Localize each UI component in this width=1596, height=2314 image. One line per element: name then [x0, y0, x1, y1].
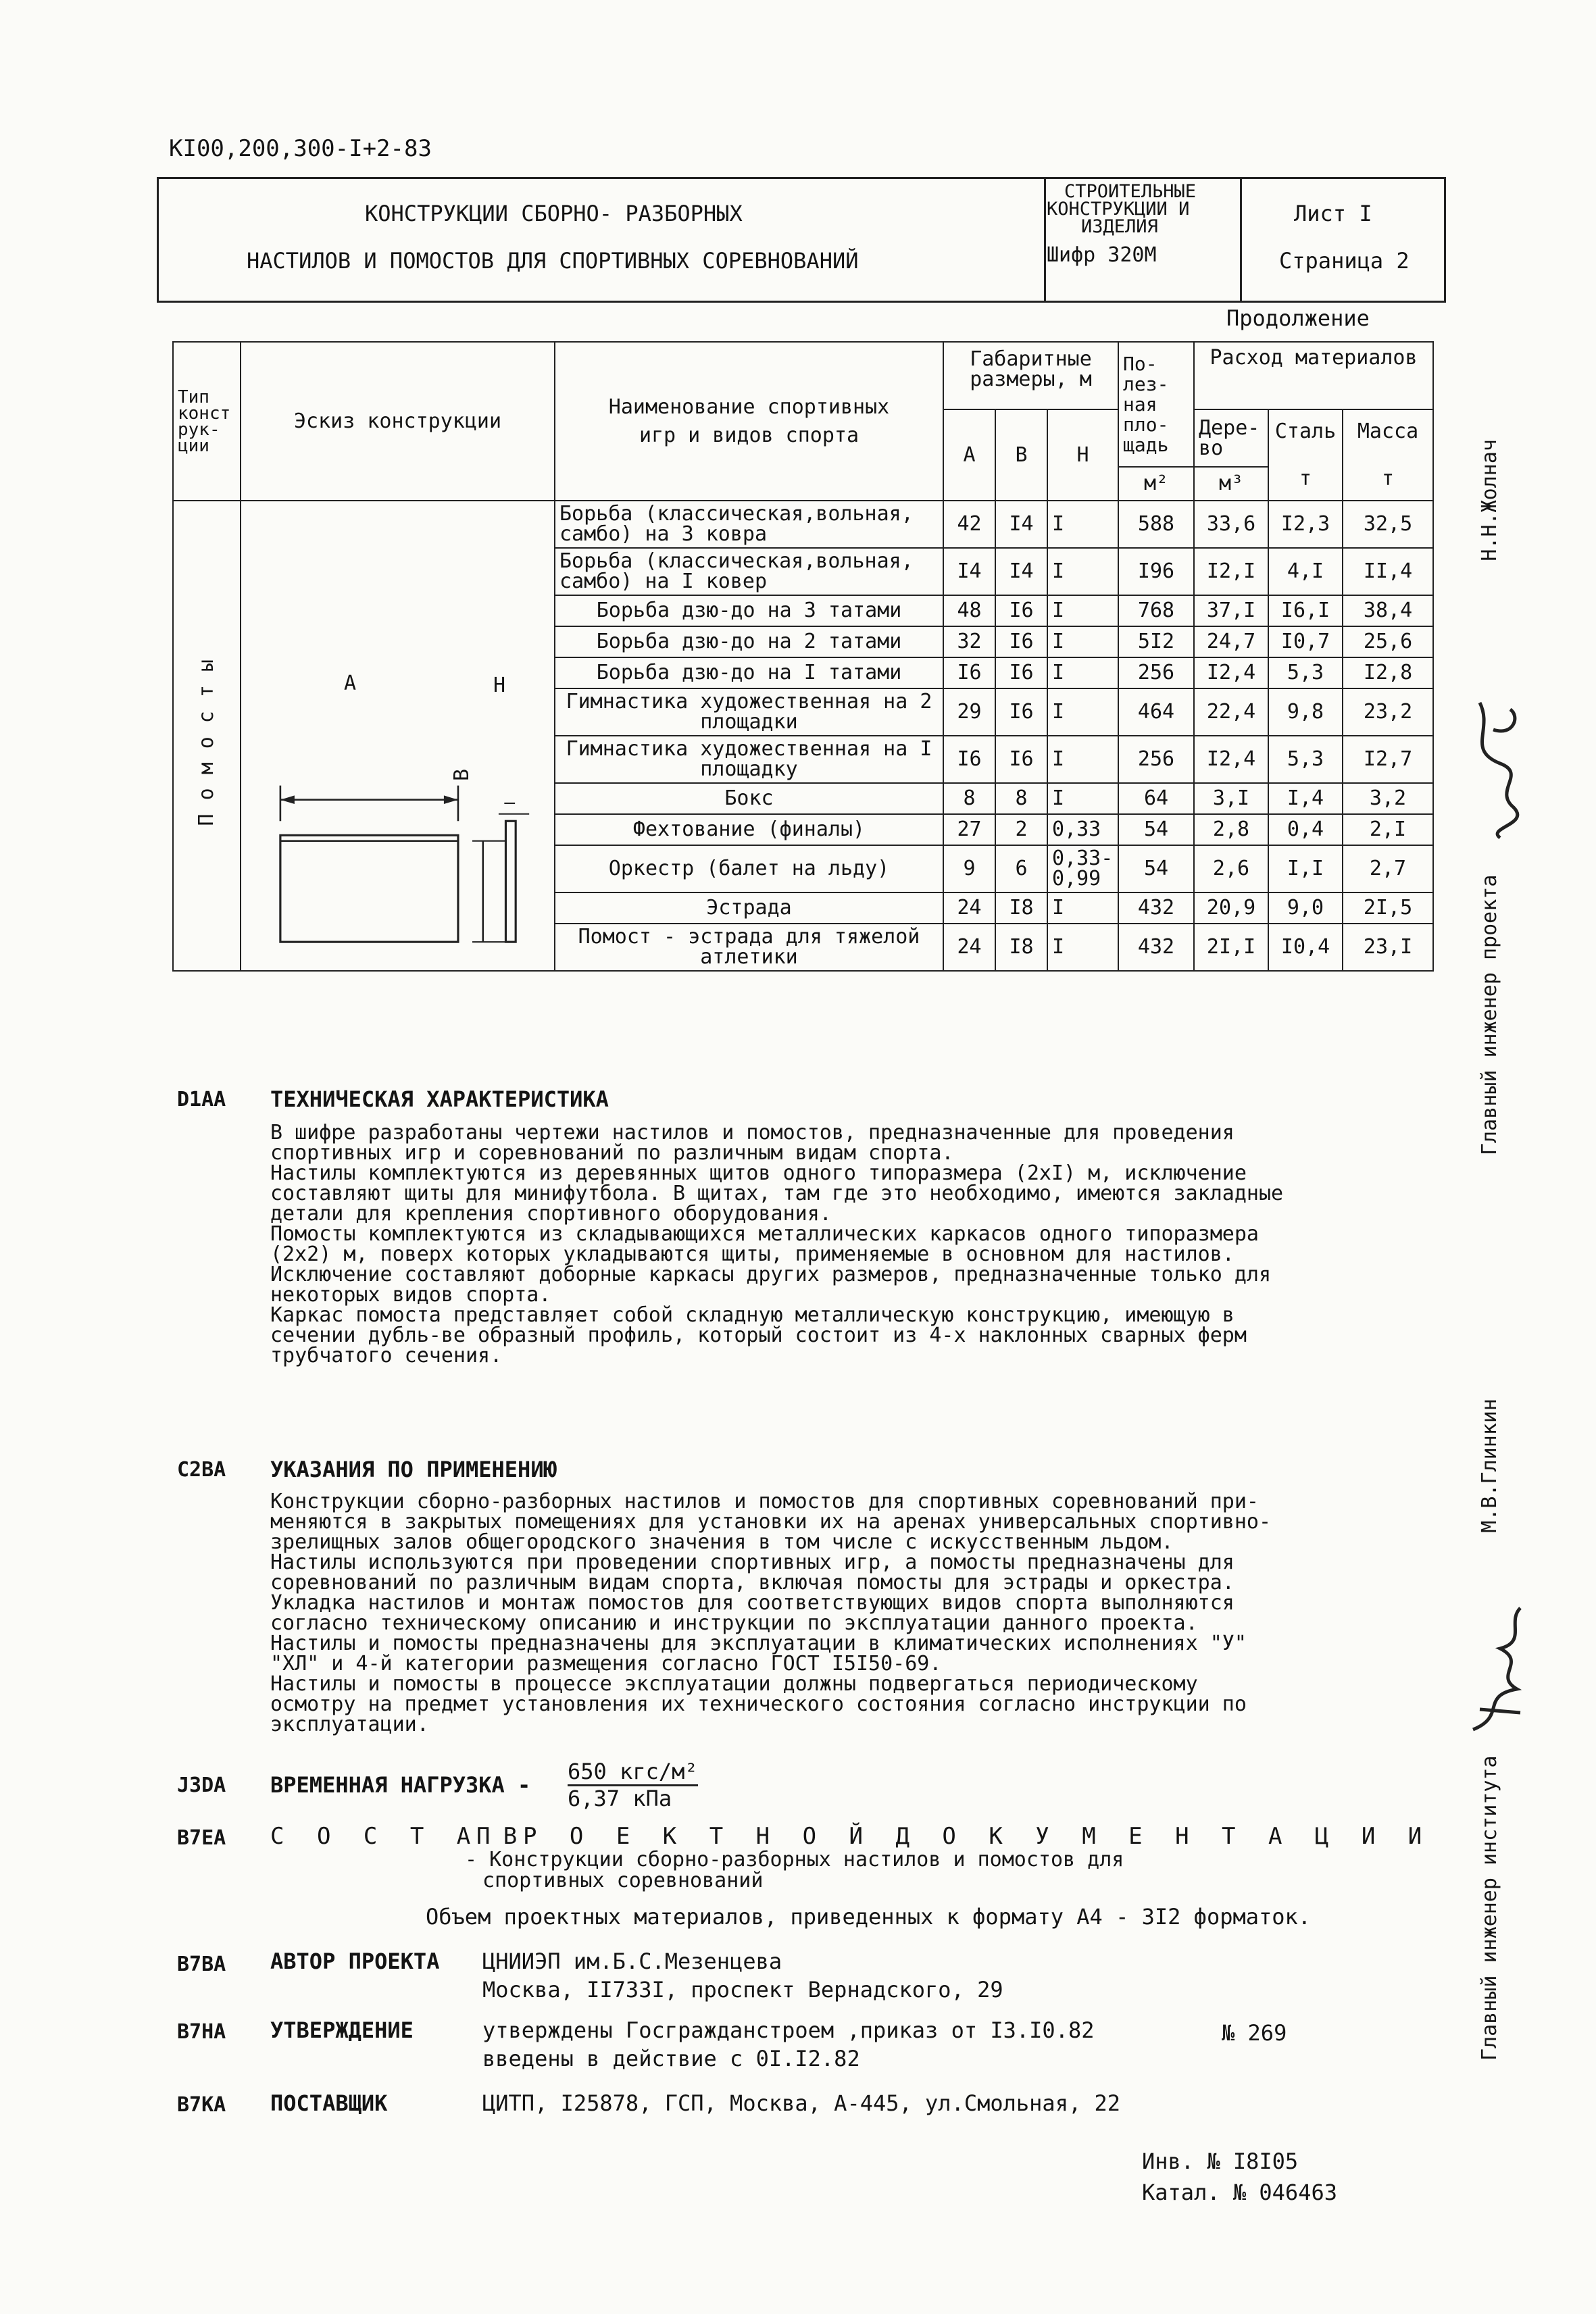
cell-b: 2	[995, 814, 1047, 845]
supplier-code: B7KA	[177, 2093, 226, 2117]
category-line-2: КОНСТРУКЦИИ И	[1047, 199, 1190, 220]
col-area-header: По- лез- ная пло- щадь	[1118, 342, 1194, 467]
chief-engineer-project-name: Н.Н.Жолнач	[1478, 439, 1501, 561]
cell-a: 27	[943, 814, 995, 845]
cell-steel: I,I	[1268, 845, 1343, 892]
cell-area: 54	[1118, 845, 1194, 892]
cell-steel: I0,4	[1268, 924, 1343, 971]
col-mass-label: Масса	[1357, 419, 1419, 443]
title-cell	[159, 179, 1046, 301]
cell-mass: 38,4	[1343, 595, 1433, 626]
author-code: B7BA	[177, 1953, 226, 1976]
cell-b: I4	[995, 548, 1047, 595]
cell-steel: 0,4	[1268, 814, 1343, 845]
chief-engineer-project-label: Главный инженер проекта	[1478, 874, 1501, 1155]
col-b-header: В	[995, 409, 1047, 501]
cell-a: 24	[943, 924, 995, 971]
cell-steel: 5,3	[1268, 657, 1343, 688]
tech-text: В шифре разработаны чертежи настилов и помостов, предназначенные для проведения спортивных игр и соревнований по различным видам спорта. Настилы комплектуются из деревянных щитов одного типоразмера (2хI) м, исключение составляют щиты для минифутбола. В щитах, там где это необходимо, имеются закладные детали для крепления спортивного оборудования. Помосты комплектуются из складывающихся металлических каркасов одного типоразмера (2х2) м, поверх которых укладываются щиты, применяемые в основном для настилов. Исключение составляют доборные каркасы других размеров, предназначенные только для некоторых видов спорта. Каркас помоста представляет собой складную металлическую конструкцию, имеющую в сечении дубль-ве образный профиль, который состоит из 4-х наклонных сварных ферм трубчатого сечения.	[270, 1121, 1284, 1367]
cell-b: I6	[995, 736, 1047, 783]
sport-name-cell: Эстрада	[555, 892, 943, 924]
cell-h: I	[1047, 688, 1118, 736]
cell-area: I96	[1118, 548, 1194, 595]
title-block	[157, 177, 1446, 303]
cell-a: 9	[943, 845, 995, 892]
cell-steel: 9,8	[1268, 688, 1343, 736]
sketch-cell	[241, 501, 555, 971]
cell-wood: 2,8	[1194, 814, 1268, 845]
load-value-2: 6,37 кПа	[568, 1786, 672, 1811]
cell-h: I	[1047, 548, 1118, 595]
cell-b: 6	[995, 845, 1047, 892]
cell-wood: 2I,I	[1194, 924, 1268, 971]
category-line-1: СТРОИТЕЛЬНЫЕ	[1064, 181, 1197, 202]
sport-name-cell: Фехтование (финалы)	[555, 814, 943, 845]
chief-engineer-institute-name: М.В.Глинкин	[1478, 1399, 1501, 1533]
sport-name-cell: Борьба дзю-до на I татами	[555, 657, 943, 688]
cell-h: I	[1047, 924, 1118, 971]
cell-area: 54	[1118, 814, 1194, 845]
cell-a: I4	[943, 548, 995, 595]
col-wood-header: Дере- во	[1194, 409, 1268, 467]
sport-name-cell: Борьба (классическая,вольная, самбо) на I ковер	[555, 548, 943, 595]
load-value-1: 650 кгс/м²	[568, 1759, 698, 1786]
platform-sketch	[241, 501, 554, 970]
col-steel-header	[1268, 409, 1343, 501]
col-a-header: А	[943, 409, 995, 501]
cell-wood: 3,I	[1194, 783, 1268, 814]
author-title: АВТОР ПРОЕКТА	[270, 1948, 440, 1974]
usage-title: УКАЗАНИЯ ПО ПРИМЕНЕНИЮ	[270, 1457, 557, 1482]
cell-area: 5I2	[1118, 626, 1194, 657]
col-mass-header	[1343, 409, 1433, 501]
cell-steel: I2,3	[1268, 501, 1343, 548]
cell-wood: I2,4	[1194, 657, 1268, 688]
type-label: Помосты	[195, 645, 218, 826]
cell-mass: I2,8	[1343, 657, 1433, 688]
cell-wood: I2,4	[1194, 736, 1268, 783]
cell-b: I6	[995, 595, 1047, 626]
signature-2	[1453, 1594, 1547, 1750]
composition-code: B7EA	[177, 1826, 226, 1850]
title-line-1: КОНСТРУКЦИИ СБОРНО- РАЗБОРНЫХ	[365, 201, 743, 226]
col-area-unit: м²	[1118, 467, 1194, 501]
cell-a: 29	[943, 688, 995, 736]
table-body	[173, 501, 1433, 971]
cell-steel: 9,0	[1268, 892, 1343, 924]
tech-title: ТЕХНИЧЕСКАЯ ХАРАКТЕРИСТИКА	[270, 1086, 609, 1112]
cell-a: I6	[943, 657, 995, 688]
col-sketch-header: Эскиз конструкции	[241, 342, 555, 501]
col-type-header: Тип конст рук- ции	[173, 342, 241, 501]
cell-area: 256	[1118, 736, 1194, 783]
cell-area: 588	[1118, 501, 1194, 548]
sport-name-cell: Борьба (классическая,вольная, самбо) на 3 ковра	[555, 501, 943, 548]
load-title: ВРЕМЕННАЯ НАГРУЗКА -	[270, 1772, 531, 1798]
cell-a: 32	[943, 626, 995, 657]
cell-mass: I2,7	[1343, 736, 1433, 783]
col-dims-header: Габаритные размеры, м	[943, 342, 1118, 409]
composition-title-b: П Р О Е К Т Н О Й Д О К У М Е Н Т А Ц И И	[476, 1823, 1432, 1850]
cell-h: I	[1047, 736, 1118, 783]
cell-steel: I,4	[1268, 783, 1343, 814]
composition-line-2: спортивных соревнований	[482, 1869, 764, 1892]
cell-mass: 2,I	[1343, 814, 1433, 845]
cell-wood: 2,6	[1194, 845, 1268, 892]
cell-a: 24	[943, 892, 995, 924]
col-name-line-1: Наименование спортивных	[608, 395, 890, 419]
composition-volume: Объем проектных материалов, приведенных к формату А4 - 3I2 форматок.	[426, 1904, 1312, 1930]
catalog-number: Катал. № 046463	[1142, 2180, 1337, 2205]
cell-steel: I0,7	[1268, 626, 1343, 657]
cell-a: I6	[943, 736, 995, 783]
cell-wood: 37,I	[1194, 595, 1268, 626]
usage-code: C2BA	[177, 1458, 226, 1482]
cell-area: 432	[1118, 924, 1194, 971]
chief-engineer-institute-label: Главный инженер института	[1478, 1755, 1501, 2061]
category-cell	[1044, 179, 1242, 301]
sport-name-cell: Гимнастика художественная на 2 площадки	[555, 688, 943, 736]
col-name-line-2: игр и видов спорта	[639, 423, 859, 447]
supplier-title: ПОСТАВЩИК	[270, 2090, 388, 2116]
approval-code: B7HA	[177, 2020, 226, 2044]
cell-area: 464	[1118, 688, 1194, 736]
composition-title-a: С О С Т А В	[270, 1823, 527, 1850]
cell-area: 432	[1118, 892, 1194, 924]
cell-area: 64	[1118, 783, 1194, 814]
cell-h: I	[1047, 626, 1118, 657]
cell-b: I8	[995, 924, 1047, 971]
col-mass-unit: т	[1381, 466, 1395, 491]
col-consumption-header: Расход материалов	[1194, 342, 1433, 409]
author-line-1: ЦНИИЭП им.Б.С.Мезенцева	[482, 1948, 782, 1974]
col-h-header: Н	[1047, 409, 1118, 501]
cell-a: 8	[943, 783, 995, 814]
sketch-label-h: Н	[493, 674, 506, 697]
cell-h: I	[1047, 657, 1118, 688]
cell-area: 256	[1118, 657, 1194, 688]
cell-mass: 2,7	[1343, 845, 1433, 892]
cell-wood: 20,9	[1194, 892, 1268, 924]
composition-line-1: - Конструкции сборно-разборных настилов и помостов для	[465, 1848, 1124, 1871]
cell-b: I8	[995, 892, 1047, 924]
cell-mass: 3,2	[1343, 783, 1433, 814]
sport-name-cell: Гимнастика художественная на I площадку	[555, 736, 943, 783]
cell-b: I6	[995, 626, 1047, 657]
tech-code: D1AA	[177, 1088, 226, 1111]
cell-steel: 4,I	[1268, 548, 1343, 595]
load-code: J3DA	[177, 1774, 226, 1797]
cell-mass: 25,6	[1343, 626, 1433, 657]
cell-a: 48	[943, 595, 995, 626]
sheet-number: Лист I	[1294, 201, 1372, 226]
cell-steel: I6,I	[1268, 595, 1343, 626]
sport-name-cell: Борьба дзю-до на 3 татами	[555, 595, 943, 626]
cell-b: I6	[995, 688, 1047, 736]
cell-h: I	[1047, 783, 1118, 814]
approval-line-2: введены в действие с 0I.I2.82	[482, 2046, 860, 2071]
table-row	[173, 501, 1433, 548]
cell-area: 768	[1118, 595, 1194, 626]
cell-a: 42	[943, 501, 995, 548]
cell-steel: 5,3	[1268, 736, 1343, 783]
cipher: Шифр 320М	[1047, 243, 1157, 267]
inventory-number: Инв. № I8I05	[1142, 2148, 1299, 2174]
sketch-label-b: В	[450, 768, 474, 782]
cell-mass: 32,5	[1343, 501, 1433, 548]
type-cell	[173, 501, 241, 971]
usage-text: Конструкции сборно-разборных настилов и помостов для спортивных соревнований при- меняются в закрытых помещениях для установки их на аренах универсальных спортивно- зрелищных залов общегородского значения в том числе с искусственным льдом. Настилы используются при проведении спортивных игр, а помосты предназначены для соревнований по различным видам спорта, включая помосты для эстрады и оркестра. Укладка настилов и монтаж помостов для соответствующих видов спорта выполняются согласно техническому описанию и инструкции по эксплуатации данного проекта. Настилы и помосты предназначены для эксплуатации в климатических исполнениях "У" "ХЛ" и 4-й категории размещения согласно ГОСТ I5I50-69. Настилы и помосты в процессе эксплуатации должны подвергаться периодическому осмотру на предмет установления их технического состояния согласно инструкции по эксплуатации.	[270, 1490, 1272, 1736]
signature-1	[1453, 689, 1547, 845]
title-line-2: НАСТИЛОВ И ПОМОСТОВ ДЛЯ СПОРТИВНЫХ СОРЕВНОВАНИЙ	[247, 248, 859, 274]
sport-name-cell: Бокс	[555, 783, 943, 814]
cell-mass: 23,I	[1343, 924, 1433, 971]
cell-b: 8	[995, 783, 1047, 814]
sport-name-cell: Борьба дзю-до на 2 татами	[555, 626, 943, 657]
cell-h: I	[1047, 595, 1118, 626]
sport-name-cell: Помост - эстрада для тяжелой атлетики	[555, 924, 943, 971]
sheet-cell	[1240, 179, 1446, 301]
category-line-3: ИЗДЕЛИЯ	[1081, 216, 1158, 237]
author-line-2: Москва, II733I, проспект Вернадского, 29	[482, 1977, 1003, 2003]
cell-wood: I2,I	[1194, 548, 1268, 595]
col-steel-label: Сталь	[1274, 419, 1337, 443]
cell-b: I6	[995, 657, 1047, 688]
sport-name-cell: Оркестр (балет на льду)	[555, 845, 943, 892]
col-steel-unit: т	[1299, 466, 1312, 491]
approval-number: № 269	[1222, 2020, 1287, 2046]
cell-b: I4	[995, 501, 1047, 548]
cell-h: I	[1047, 892, 1118, 924]
col-name-header	[555, 342, 943, 501]
cell-h: 0,33	[1047, 814, 1118, 845]
col-wood-unit: м³	[1194, 467, 1268, 501]
cell-h: I	[1047, 501, 1118, 548]
cell-wood: 22,4	[1194, 688, 1268, 736]
sketch-label-a: А	[344, 672, 357, 695]
cell-h: 0,33- 0,99	[1047, 845, 1118, 892]
specification-table	[172, 341, 1434, 972]
cell-wood: 33,6	[1194, 501, 1268, 548]
cell-wood: 24,7	[1194, 626, 1268, 657]
cell-mass: II,4	[1343, 548, 1433, 595]
document-code: KI00,200,300-I+2-83	[169, 135, 432, 162]
approval-line-1: утверждены Госгражданстроем ,приказ от I3.I0.82	[482, 2017, 1095, 2043]
continuation-label: Продолжение	[1226, 305, 1370, 331]
cell-mass: 2I,5	[1343, 892, 1433, 924]
supplier-line-1: ЦИТП, I25878, ГСП, Москва, А-445, ул.Смольная, 22	[482, 2090, 1121, 2116]
approval-title: УТВЕРЖДЕНИЕ	[270, 2017, 414, 2043]
cell-mass: 23,2	[1343, 688, 1433, 736]
page-number: Страница 2	[1279, 248, 1410, 274]
